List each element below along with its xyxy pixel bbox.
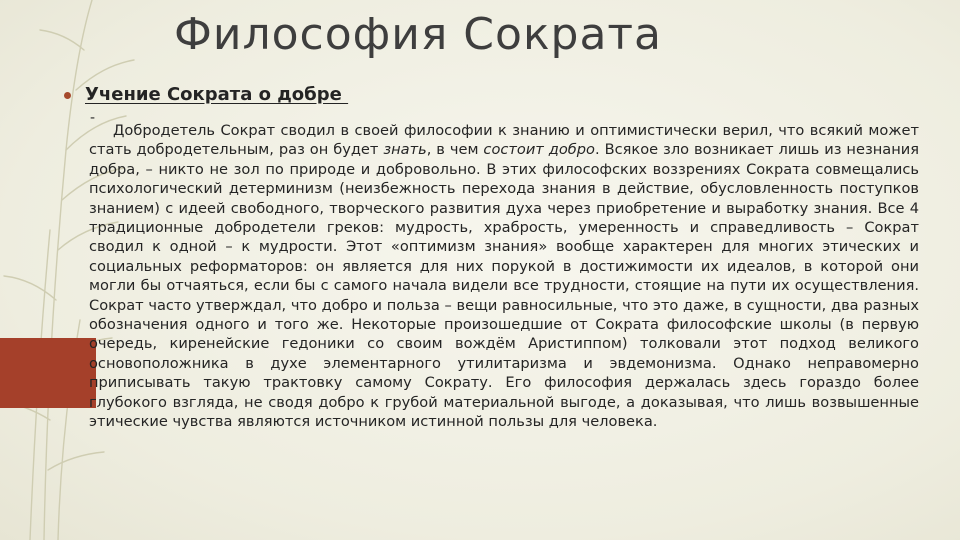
plant-leaf <box>4 276 56 300</box>
slide-title: Философия Сократа <box>174 9 663 60</box>
body-emphasis: состоит добро <box>483 141 595 159</box>
body-text-part: , в чем <box>426 141 484 159</box>
body-emphasis: знать <box>383 141 427 159</box>
bullet-dot-icon <box>64 92 71 99</box>
body-text-part: . Всякое зло возникает лишь из незнания добра, – никто не зол по природе и добровольно. В этих философских воззрениях Сократа совмещались психологический детерминизм (неизбежность перехода знания в действие, обусловленность поступков знанием) с идеей свободного, творческого развития духа через приобретение и выработку знания. Все 4 традиционные добродетели греков: мудрость, храбрость, умеренность и справедливость – Сократ сводил к одной – к мудрости. Этот «оптимизм знания» вообще характерен для многих этических и социальных реформаторов: он является для них порукой в достижимости их идеалов, в которой они могли бы отчаяться, если бы с самого начала видели все трудности, стоящие на пути их осуществления. Сократ часто утверждал, что добро и польза – вещи равносильные, что это даже, в сущности, два разных обозначения одного и того же. Некоторые произошедшие от Сократа философские школы (в первую очередь, киренейские гедоники со своим вождём Аристиппом) толковали этот подход великого основоположника в духе элементарного утилитаризма и эвдемонизма. Однако неправомерно приписывать такую трактовку самому Сократу. Его философия держалась здесь гораздо более глубокого взгляда, не сводя добро к грубой материальной выгоде, а доказывая, что лишь возвышенные этические чувства являются источником истинной пользы для человека. <box>89 141 919 431</box>
plant-leaf <box>40 30 84 50</box>
section-heading: Учение Сократа о добре <box>85 83 349 105</box>
plant-leaf <box>48 452 104 470</box>
accent-bar <box>0 338 96 408</box>
body-text-part: Добродетель Сократ сводил в своей философии к знанию и оптимистически верил, что всякий может стать добродетельным, раз он будет <box>89 122 919 159</box>
bullet-heading-row <box>64 80 348 108</box>
body-paragraph <box>89 121 919 432</box>
sub-bullet-marker: - <box>90 110 96 126</box>
